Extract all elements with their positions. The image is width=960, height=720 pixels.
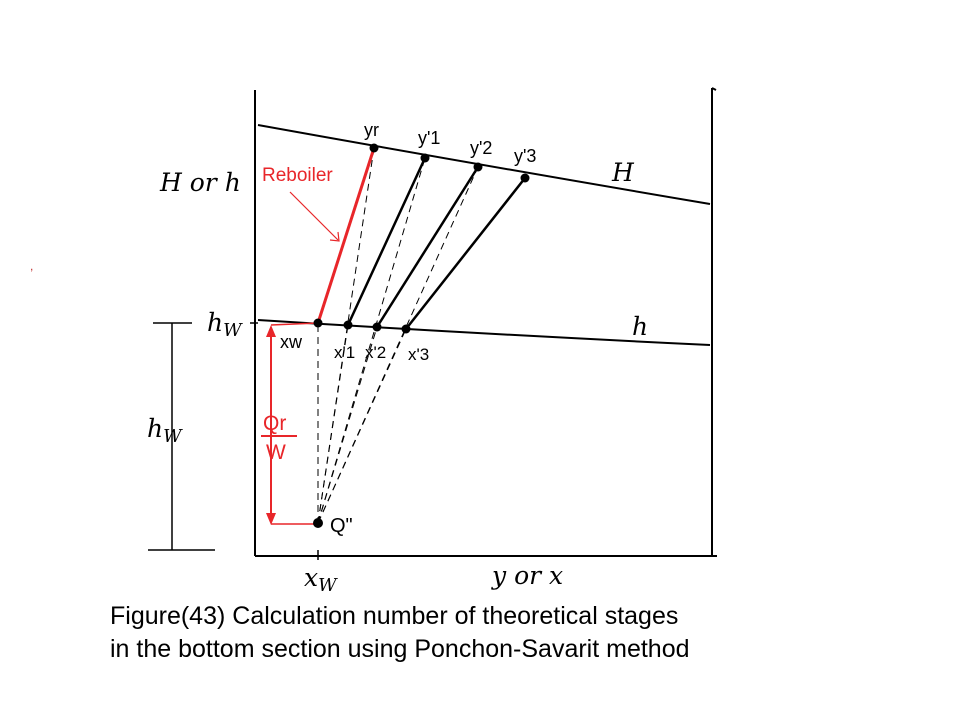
hw-level-label: $h_W$ [207,308,242,341]
figure-caption [110,600,950,666]
qr-denominator-label: W [266,441,286,464]
reboiler-pointer [290,192,338,240]
x3-label: x'3 [408,345,430,364]
caption-line-1: Figure(43) Calculation number of theoretical stages [110,602,679,630]
point-x2 [373,323,382,332]
caption-line-2: in the bottom section using Ponchon-Savarit method [110,635,690,663]
ray-q-x3 [318,329,406,523]
ray-q-y2 [318,158,425,523]
point-y1 [421,154,430,163]
curve-H-label: H [612,158,634,187]
q-point-label: Q" [330,515,353,537]
y1-label: y'1 [418,128,441,148]
y2-label: y'2 [470,138,493,158]
qr-numerator-label: Qr [263,412,287,435]
y-axis-label: H or h [160,168,241,197]
point-yr [370,144,379,153]
reboiler-label: Reboiler [262,165,333,186]
hw-dimension-label: $h_W$ [147,414,182,447]
stray-mark: , [30,259,34,273]
xw-axis-label: $x_W$ [304,563,337,596]
point-y3 [521,174,530,183]
x2-label: x'2 [365,343,387,362]
yr-label: yr [364,120,379,140]
point-x1 [344,321,353,330]
curve-h-label: h [632,312,649,341]
qr-w-arrow-bottom-head [266,513,276,525]
xw-point-label: xw [280,332,302,352]
point-xw [314,319,323,328]
tie-line-1 [348,158,425,325]
qr-w-top-leader [271,323,318,325]
x1-label: x'1 [334,343,356,362]
y3-label: y'3 [514,146,537,166]
x-axis-label: y or x [492,561,564,590]
point-q [313,518,323,528]
point-x3 [402,325,411,334]
point-y2 [474,163,483,172]
qr-w-arrow-top-head [266,325,276,337]
ray-q-y1 [318,148,374,523]
